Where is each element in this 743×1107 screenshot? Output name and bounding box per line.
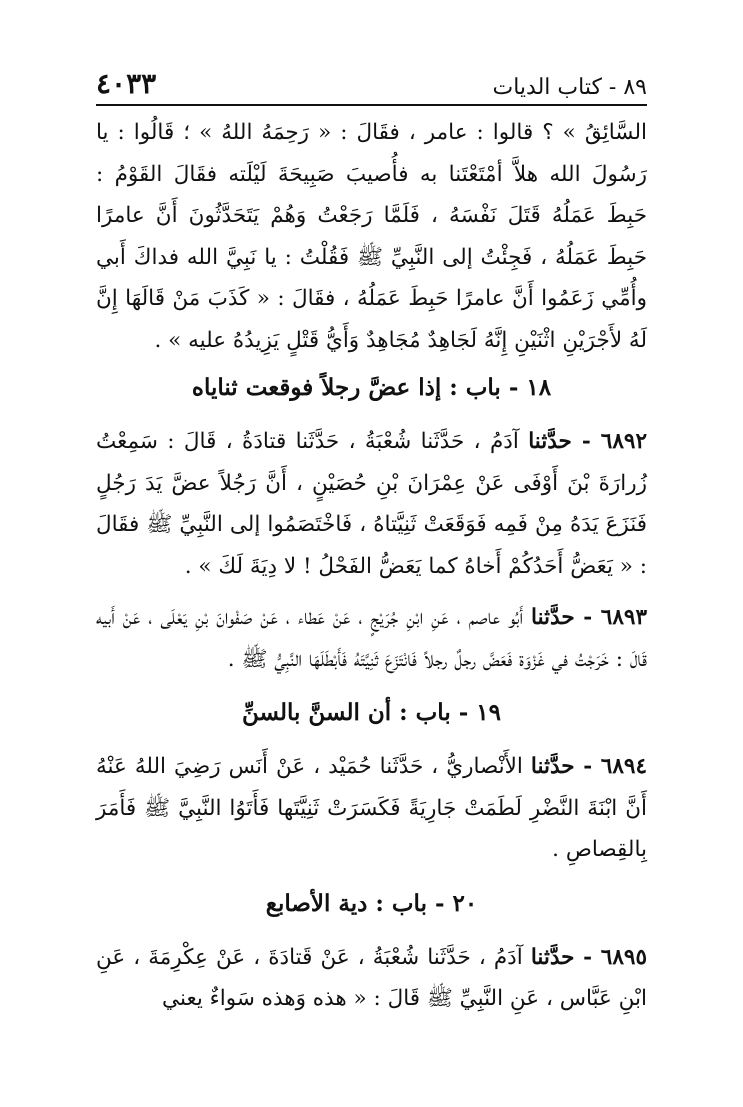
page-header bbox=[96, 58, 647, 100]
section-heading-19: ١٩ - باب : أن السنَّ بالسنِّ bbox=[241, 699, 501, 726]
hadith-text: آدَمُ ، حَدَّثَنا شُعْبَةُ ، حَدَّثَنا قتادَةُ ، قَالَ : سَمِعْتُ زُرارَةَ بْنَ أَوْفَى عَنْ عِمْرَانَ بْنِ حُصَيْنٍ ، أَنَّ رَجُلاً عضَّ يَدَ رَجُلٍ فَنَزَعَ يَدَهُ مِنْ فَمِه فَوَقَعَتْ ثَنِيَّتاهُ ، فَاخْتَصَمُوا إلى النَّبِيِّ ﷺ فقَالَ : « يَعَضُّ أَحَدُكُمْ أَخاهُ كما يَعَضُّ الفَحْلُ ! لا دِيَةَ لَكَ » . bbox=[96, 429, 647, 579]
hadith-text: الأَنْصاريُّ ، حَدَّثَنا حُمَيْد ، عَنْ أَنَس رَضِيَ اللهُ عَنْهُ أَنَّ ابْنَةَ النَّضْرِ لَطَمَتْ جَارِيَةً فَكَسَرَتْ ثَنِيَّتَها فَأَتَوُا النَّبِيَّ ﷺ فَأَمَرَ بِالقِصاصِ . bbox=[96, 754, 647, 862]
hadith-6893: ٦٨٩٣ - حدَّثنا أَبُو عاصم ، عَنِ ابْنِ جُرَيْجٍ ، عَنْ عَطاء ، عَنْ صَفْوانَ بْنِ يَعْلَى ، عَنْ أَبيه قَالَ : خَرَجْتُ في غَزْوَة فَعَضَّ رجلٌ رجلاً فَانْتَزَعَ ثَنِيَّتَهُ فَأَبْطَلَهَا النَّبِيُّ ﷺ . bbox=[96, 605, 647, 672]
page-number: ٤٠٣٣ bbox=[96, 67, 157, 100]
hadith-number: ٦٨٩٥ bbox=[600, 944, 647, 970]
hadith-number: ٦٨٩٣ bbox=[600, 605, 647, 630]
hadith-6894: ٦٨٩٤ - حدَّثنا الأَنْصاريُّ ، حَدَّثَنا حُمَيْد ، عَنْ أَنَس رَضِيَ اللهُ عَنْهُ أَنَّ ابْنَةَ النَّضْرِ لَطَمَتْ جَارِيَةً فَكَسَرَتْ ثَنِيَّتَها فَأَتَوُا النَّبِيَّ ﷺ فَأَمَرَ بِالقِصاصِ . bbox=[96, 754, 647, 862]
hadith-number: ٦٨٩٢ bbox=[600, 429, 647, 454]
hadith-opening: حدَّثنا bbox=[530, 754, 575, 779]
hadith-text: آدَمُ ، حَدَّثَنا شُعْبَةُ ، عَنْ قَتادَةَ ، عَنْ عِكْرِمَةَ ، عَنِ ابْنِ عَبَّاس ، عَنِ النَّبِيِّ ﷺ قَالَ : « هذه وَهذه سَواءٌ يعني bbox=[96, 944, 647, 1011]
intro-paragraph: السَّائِقُ » ؟ قالوا : عامر ، فقَالَ : « رَحِمَهُ اللهُ » ؛ قَالُوا : يا رَسُولَ الله هلاَّ أمْتَعْتَنا به فأُصيبَ صَبِيحَةَ لَيْلَته فقَالَ القَوْمُ : حَبِطَ عَمَلُهُ قَتَلَ نَفْسَهُ ، فَلَمَّا رَجَعْتُ وَهُمْ يَتَحَدَّثُونَ أَنَّ عامرًا حَبِطَ عَمَلُهُ ، فَجِئْتُ إلى النَّبِيِّ ﷺ فَقُلْتُ : يا نَبِيَّ الله فداكَ أَبي وأُمِّي زَعَمُوا أَنَّ عامرًا حَبِطَ عَمَلُهُ ، فقَالَ : « كَذَبَ مَنْ قَالَهَا إِنَّ لَهُ لأَجْرَيْنِ اثْنَيْنِ إِنَّهُ لَجَاهِدٌ مُجَاهِدٌ وَأَيُّ قَتْلٍ يَزِيدُهُ عليه » . bbox=[96, 120, 647, 353]
section-heading-18: ١٨ - باب : إذا عضَّ رجلاً فوقعت ثناياه bbox=[191, 374, 552, 401]
hadith-6892: ٦٨٩٢ - حدَّثنا آدَمُ ، حَدَّثَنا شُعْبَةُ ، حَدَّثَنا قتادَةُ ، قَالَ : سَمِعْتُ زُرارَةَ بْنَ أَوْفَى عَنْ عِمْرَانَ بْنِ حُصَيْنٍ ، أَنَّ رَجُلاً عضَّ يَدَ رَجُلٍ فَنَزَعَ يَدَهُ مِنْ فَمِه فَوَقَعَتْ ثَنِيَّتاهُ ، فَاخْتَصَمُوا إلى النَّبِيِّ ﷺ فقَالَ : « يَعَضُّ أَحَدُكُمْ أَخاهُ كما يَعَضُّ الفَحْلُ ! لا دِيَةَ لَكَ » . bbox=[96, 429, 647, 579]
chapter-title: ٨٩ - كتاب الديات bbox=[492, 75, 647, 100]
section-heading-20: ٢٠ - باب : دية الأصابع bbox=[265, 889, 478, 917]
page-content bbox=[96, 112, 647, 1020]
hadith-opening: حدَّثنا bbox=[528, 429, 572, 454]
hadith-opening: حدَّثنا bbox=[530, 944, 575, 970]
hadith-opening: حدَّثنا bbox=[531, 605, 575, 630]
header-rule bbox=[96, 104, 647, 106]
hadith-number: ٦٨٩٤ bbox=[600, 754, 647, 779]
hadith-text: أَبُو عاصم ، عَنِ ابْنِ جُرَيْجٍ ، عَنْ عَطاء ، عَنْ صَفْوانَ بْنِ يَعْلَى ، عَنْ أَبيه قَالَ : خَرَجْتُ في غَزْوَة فَعَضَّ رجلٌ رجلاً فَانْتَزَعَ ثَنِيَّتَهُ فَأَبْطَلَهَا النَّبِيُّ ﷺ . bbox=[96, 605, 647, 672]
hadith-6895: ٦٨٩٥ - حدَّثنا آدَمُ ، حَدَّثَنا شُعْبَةُ ، عَنْ قَتادَةَ ، عَنْ عِكْرِمَةَ ، عَنِ ابْنِ عَبَّاس ، عَنِ النَّبِيِّ ﷺ قَالَ : « هذه وَهذه سَواءٌ يعني bbox=[96, 944, 647, 1011]
